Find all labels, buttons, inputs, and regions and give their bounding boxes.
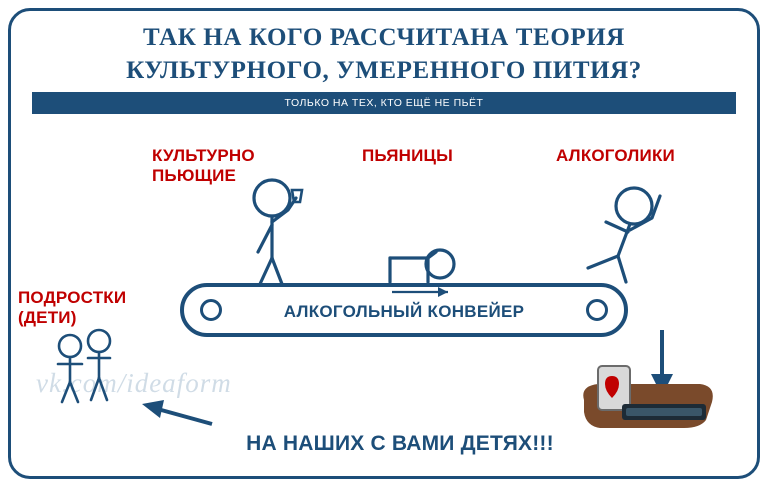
poster-title: [60, 22, 708, 87]
label-cultured-drinkers-line-2: ПЬЮЩИЕ: [152, 165, 237, 185]
conveyor-belt: [180, 283, 628, 337]
watermark: vk.com/ideaform: [36, 368, 232, 398]
label-cultured-drinkers: [152, 146, 292, 185]
subtitle-bar: [32, 92, 736, 114]
label-teenagers: [18, 288, 168, 327]
label-cultured-drinkers-line-1: КУЛЬТУРНО: [152, 146, 255, 165]
conveyor-label: АЛКОГОЛЬНЫЙ КОНВЕЙЕР: [283, 302, 525, 321]
label-alcoholics: АЛКОГОЛИКИ: [556, 146, 675, 165]
bottom-caption: НА НАШИХ С ВАМИ ДЕТЯХ!!!: [246, 432, 554, 455]
poster-title-line-1: ТАК НА КОГО РАССЧИТАНА ТЕОРИЯ: [143, 24, 625, 51]
poster-title-line-2: КУЛЬТУРНОГО, УМЕРЕННОГО ПИТИЯ?: [126, 56, 642, 84]
label-teenagers-line-1: ПОДРОСТКИ: [18, 288, 127, 307]
label-drunks: ПЬЯНИЦЫ: [362, 146, 453, 165]
subtitle-text: ТОЛЬКО НА ТЕХ, КТО ЕЩЁ НЕ ПЬЁТ: [284, 97, 484, 109]
label-teenagers-line-2: (ДЕТИ): [18, 307, 77, 327]
